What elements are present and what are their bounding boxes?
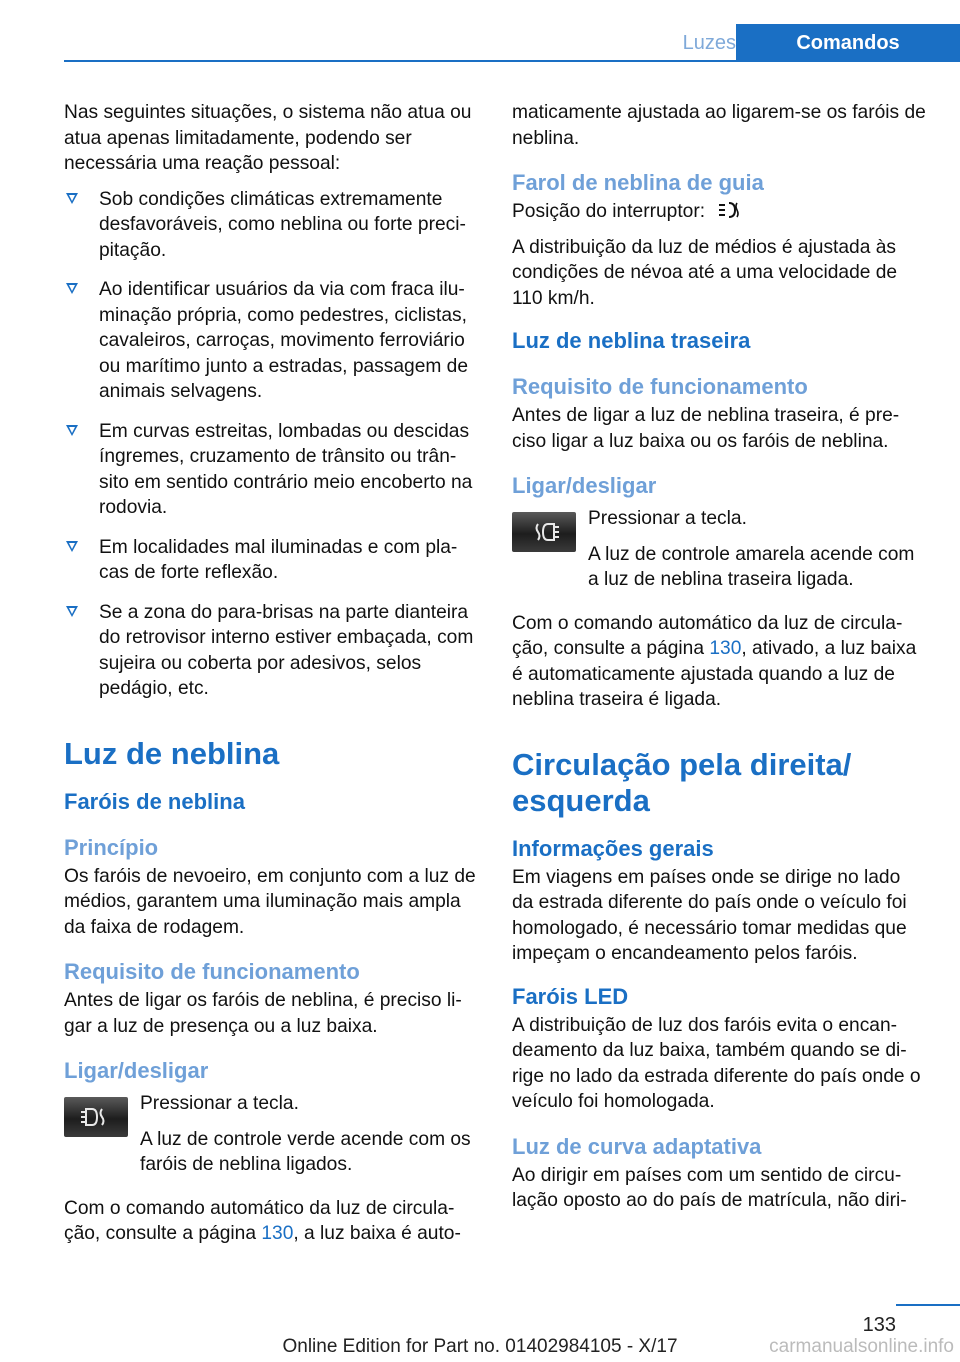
edition-footer: Online Edition for Part no. 01402984105 - X/17 — [282, 1336, 678, 1357]
left-column — [64, 100, 479, 1247]
switch-position-text: Posição do interruptor: — [512, 199, 926, 225]
subtitle-rear-fog: Luz de neblina traseira — [512, 328, 751, 353]
triangle-bullet-icon — [66, 283, 78, 294]
heading-principle: Princípio — [64, 834, 159, 860]
press-key-text: Pressionar a tecla. — [140, 1093, 299, 1114]
section-title-traffic-side: Circulação pela direita/ esquerda — [512, 746, 852, 818]
intro-text: Nas seguintes situações, o sistema não atua ou atua apenas limitadamente, podendo ser necessária uma reação pessoal: — [64, 102, 472, 174]
front-fog-key-row — [64, 1091, 479, 1178]
triangle-bullet-icon — [66, 606, 78, 617]
list-item: Sob condições climáticas extremamente desfavoráveis, como neblina ou forte preci- pitação. — [64, 187, 479, 264]
page-link[interactable]: 130 — [261, 1223, 294, 1244]
continued-text: maticamente ajustada ao ligarem-se os faróis de neblina. — [512, 102, 926, 149]
list-item: Se a zona do para-brisas na parte dianteira do retrovisor interno estiver embaçada, com sujeira ou coberta por adesivos, selos pedágio, etc. — [64, 600, 479, 702]
indicator-rear-text: A luz de controle amarela acende com a luz de neblina traseira ligada. — [588, 543, 915, 590]
triangle-bullet-icon — [66, 425, 78, 436]
heading-on-off-rear: Ligar/desligar — [512, 473, 657, 498]
heading-requirement: Requisito de funcionamento — [64, 959, 360, 984]
right-column — [512, 100, 926, 1214]
subtitle-led-headlights: Faróis LED — [512, 983, 629, 1009]
list-item: Ao identificar usuários da via com fraca ilu- minação própria, como pedestres, ciclistas, cavaleiros, carroças, movimento ferroviário ou marítimo junto a estradas, passagem de animais selvagens. — [64, 277, 479, 405]
list-item: Em curvas estreitas, lombadas ou descidas íngremes, cruzamento de trânsito ou trân- sito em sentido contrário meio encoberto na rodovia. — [64, 419, 479, 521]
triangle-bullet-icon — [66, 193, 78, 204]
led-text: A distribuição de luz dos faróis evita o encan- deamento da luz baixa, também quando se di- rige no lado da estrada diferente do país onde o veículo foi homologada. — [512, 1014, 921, 1112]
tab-comandos[interactable]: Comandos — [736, 24, 960, 62]
subtitle-general-info: Informações gerais — [512, 835, 714, 861]
page-link[interactable]: 130 — [709, 638, 742, 659]
requirement-rear-text: Antes de ligar a luz de neblina traseira, é pre- ciso ligar a luz baixa ou os faróis de neblina. — [512, 405, 900, 452]
principle-text: Os faróis de nevoeiro, em conjunto com a luz de médios, garantem uma iluminação mais ampla da faixa de rodagem. — [64, 865, 476, 938]
front-fog-button-icon — [64, 1097, 128, 1137]
fog-switch-icon — [716, 200, 744, 220]
page-number: 133 — [862, 1314, 896, 1336]
auto-light-rear-text: Com o comando automático da luz de circula- ção, consulte a página 130, ativado, a luz baixa é automaticamente ajustada quando a luz de neblina traseira é ligada. — [512, 612, 917, 710]
guide-text: A distribuição da luz de médios é ajustada às condições de névoa até a uma velocidade de 110 km/h. — [512, 236, 898, 309]
tab-luzes[interactable]: Luzes — [682, 32, 736, 54]
general-info-text: Em viagens em países onde se dirige no lado da estrada diferente do país onde o veículo foi homologado, é necessário tomar medidas que impeçam o encandeamento pelos faróis. — [512, 866, 907, 964]
triangle-bullet-icon — [66, 541, 78, 552]
situation-list — [64, 187, 479, 702]
heading-on-off: Ligar/desligar — [64, 1058, 209, 1083]
list-item: Em localidades mal iluminadas e com pla- cas de forte reflexão. — [64, 535, 479, 586]
auto-light-text: Com o comando automático da luz de circula- ção, consulte a página 130, a luz baixa é auto- — [64, 1197, 461, 1244]
rear-fog-button-icon — [512, 512, 576, 552]
indicator-text: A luz de controle verde acende com os faróis de neblina ligados. — [140, 1128, 471, 1175]
footer-rule — [896, 1304, 960, 1306]
section-title-fog-light: Luz de neblina — [64, 735, 280, 771]
rear-fog-key-row — [512, 506, 926, 593]
subtitle-front-fog: Faróis de neblina — [64, 788, 245, 814]
watermark: carmanualsonline.info — [769, 1336, 954, 1357]
heading-adaptive-curve: Luz de curva adaptativa — [512, 1133, 762, 1159]
heading-requirement-rear: Requisito de funcionamento — [512, 374, 808, 399]
press-key-rear-text: Pressionar a tecla. — [588, 508, 747, 529]
page-header — [64, 24, 960, 62]
adaptive-curve-text: Ao dirigir em países com um sentido de circu- lação oposto ao do país de matrícula, não diri- — [512, 1164, 907, 1211]
heading-guide-fog: Farol de neblina de guia — [512, 170, 764, 195]
requirement-text: Antes de ligar os faróis de neblina, é preciso li- gar a luz de presença ou a luz baixa. — [64, 990, 462, 1037]
